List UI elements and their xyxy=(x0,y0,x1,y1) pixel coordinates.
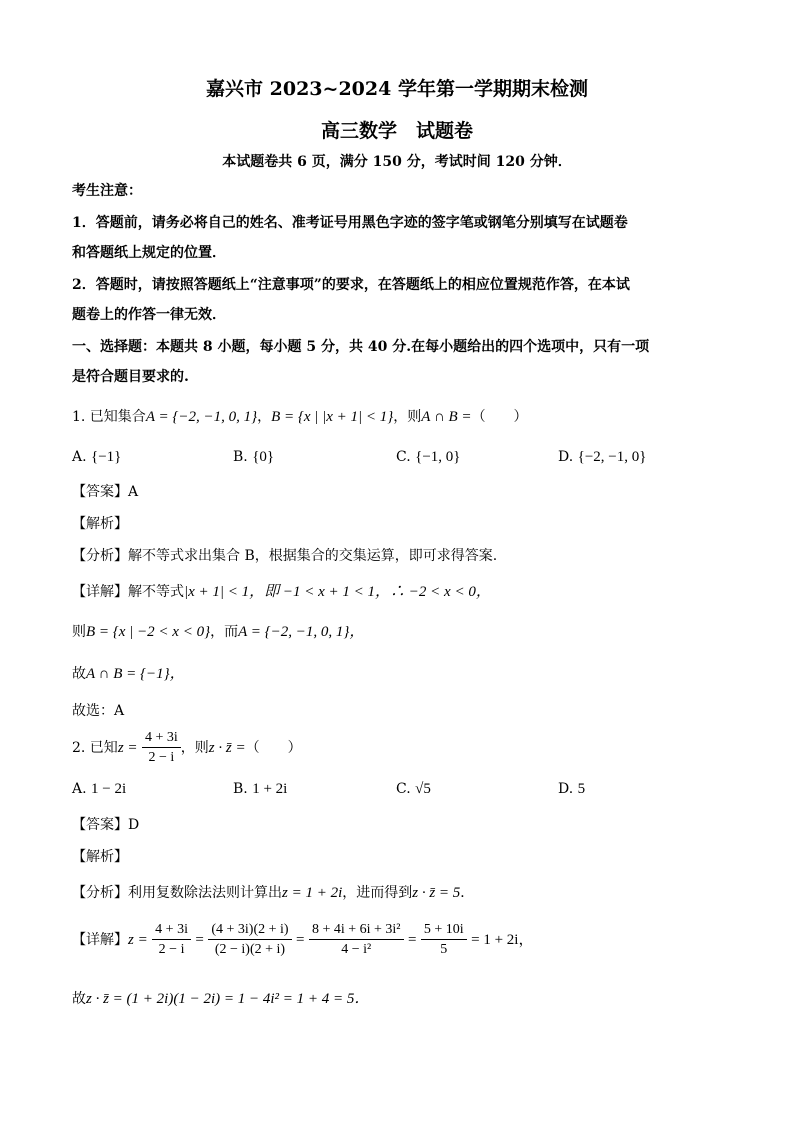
detail-math: B = {x | −2 < x < 0} xyxy=(86,624,211,640)
answer-value: A xyxy=(128,484,139,500)
fraction-numerator: 5 + 10i xyxy=(421,922,467,940)
option-d-label: D. xyxy=(558,449,574,465)
answer-value: D xyxy=(128,817,140,833)
question-1-paren: （ ） xyxy=(471,409,528,425)
detail-text: 则 xyxy=(72,624,86,640)
question-2-fenxi xyxy=(72,886,474,901)
question-1-answer xyxy=(72,485,138,499)
fenxi-text: 利用复数除法法则计算出 xyxy=(128,885,282,901)
exam-info: 本试题卷共 6 页，满分 150 分，考试时间 120 分钟． xyxy=(222,154,572,170)
fenxi-text: ． xyxy=(460,885,475,901)
answer-tag: 【答案】 xyxy=(72,484,128,500)
option-a-label: A. xyxy=(72,449,87,465)
detail-fraction-4 xyxy=(421,922,467,958)
option-d-value: 5 xyxy=(577,781,586,797)
fraction-denominator: 4 − i² xyxy=(341,942,372,958)
detail-math: |x + 1| < 1，即 −1 < x + 1 < 1，∴ −2 < x < 0， xyxy=(184,584,491,600)
final-text: 故 xyxy=(72,991,86,1007)
option-c-label: C. xyxy=(396,449,411,465)
question-1-stem xyxy=(72,410,528,425)
analysis-tag: 【解析】 xyxy=(72,849,128,865)
fraction-numerator: (4 + 3i)(2 + i) xyxy=(208,922,291,940)
question-1-detail-line-2 xyxy=(72,625,364,640)
question-1-ask-expr: A ∩ B = xyxy=(421,409,472,425)
exam-title: 嘉兴市 2023~2024 学年第一学期期末检测 xyxy=(206,78,588,100)
option-c-label: C. xyxy=(396,781,411,797)
section-heading-line-1: 一、选择题：本题共 8 小题，每小题 5 分，共 40 分.在每小题给出的四个选项中，只有一项 xyxy=(72,339,650,355)
option-a-value: {−1} xyxy=(91,449,122,465)
question-2-option-a xyxy=(72,782,126,797)
question-1-option-a xyxy=(72,450,121,465)
question-1-analysis-tag xyxy=(72,517,128,531)
fraction-denominator: 5 xyxy=(440,942,448,958)
fraction-denominator: (2 − i)(2 + i) xyxy=(214,942,286,958)
fraction-denominator: 2 − i xyxy=(158,942,185,958)
question-1-separator: ， xyxy=(257,409,272,425)
equals-sign: = xyxy=(407,931,417,948)
notice-item-2-line-2: 题卷上的作答一律无效． xyxy=(72,307,226,323)
question-1-prefix: 1. 已知集合 xyxy=(72,409,146,425)
option-a-label: A. xyxy=(72,781,87,797)
detail-math: A = {−2, −1, 0, 1}， xyxy=(238,624,365,640)
option-b-value: 1 + 2i xyxy=(252,781,288,797)
analysis-tag: 【解析】 xyxy=(72,516,128,532)
notice-heading: 考生注意： xyxy=(72,183,142,199)
fenxi-text: ，进而得到 xyxy=(342,885,413,901)
option-b-value: {0} xyxy=(252,449,275,465)
notice-item-1-line-2: 和答题纸上规定的位置． xyxy=(72,245,226,261)
detail-text: 解不等式 xyxy=(128,584,184,600)
option-c-value: √5 xyxy=(415,781,431,797)
detail-fraction-2 xyxy=(208,922,291,958)
option-b-label: B. xyxy=(233,449,248,465)
question-2-analysis-tag xyxy=(72,850,128,864)
question-1-option-b xyxy=(233,450,274,465)
fenxi-text: 解不等式求出集合 B，根据集合的交集运算，即可求得答案. xyxy=(128,548,498,564)
question-2-answer xyxy=(72,818,139,832)
question-2-ask: ，则 xyxy=(180,739,209,756)
detail-tag: 【详解】 xyxy=(72,931,128,948)
detail-z: z = xyxy=(128,931,148,948)
notice-item-2-line-1: 2．答题时，请按照答题纸上“注意事项”的要求，在答题纸上的相应位置规范作答，在本试 xyxy=(72,277,630,293)
option-d-value: {−2, −1, 0} xyxy=(577,449,647,465)
question-1-conclusion: 故选：A xyxy=(72,703,125,719)
question-1-option-d xyxy=(558,450,646,465)
fraction-numerator: 4 + 3i xyxy=(142,730,181,748)
notice-item-1-line-1: 1．答题前，请务必将自己的姓名、准考证号用黑色字迹的签字笔或钢笔分别填写在试题卷 xyxy=(72,215,628,231)
question-2-stem xyxy=(72,730,302,766)
option-c-value: {−1, 0} xyxy=(415,449,461,465)
question-2-final xyxy=(72,992,369,1007)
question-1-ask: ，则 xyxy=(393,409,422,425)
detail-result: = 1 + 2i， xyxy=(471,931,534,948)
question-2-option-b xyxy=(233,782,287,797)
fraction-numerator: 8 + 4i + 6i + 3i² xyxy=(309,922,404,940)
final-math: z · z̄ = (1 + 2i)(1 − 2i) = 1 − 4i² = 1 + 4 = 5． xyxy=(86,991,370,1007)
answer-tag: 【答案】 xyxy=(72,817,128,833)
question-2-z: z = xyxy=(117,739,138,756)
question-2-detail xyxy=(72,922,533,958)
option-b-label: B. xyxy=(233,781,248,797)
exam-subject-title: 高三数学 试题卷 xyxy=(320,120,473,142)
fenxi-tag: 【分析】 xyxy=(72,885,128,901)
question-1-option-c xyxy=(396,450,460,465)
fenxi-tag: 【分析】 xyxy=(72,548,128,564)
fraction-denominator: 2 − i xyxy=(148,750,175,766)
question-2-option-c xyxy=(396,782,431,797)
detail-math: A ∩ B = {−1}， xyxy=(86,666,185,682)
question-2-prefix: 2. 已知 xyxy=(72,739,118,756)
question-2-paren: （ ） xyxy=(245,739,302,756)
option-a-value: 1 − 2i xyxy=(91,781,127,797)
fraction-numerator: 4 + 3i xyxy=(152,922,191,940)
detail-text: 故 xyxy=(72,666,86,682)
detail-tag: 【详解】 xyxy=(72,584,128,600)
detail-fraction-3 xyxy=(309,922,404,958)
option-d-label: D. xyxy=(558,781,574,797)
question-2-option-d xyxy=(558,782,585,797)
question-1-set-a: A = {−2, −1, 0, 1} xyxy=(145,409,258,425)
fenxi-math: z = 1 + 2i xyxy=(282,885,343,901)
equals-sign: = xyxy=(195,931,204,948)
question-1-set-b: B = {x | |x + 1| < 1} xyxy=(271,409,394,425)
question-1-detail-line-1 xyxy=(72,585,491,600)
question-1-fenxi xyxy=(72,549,497,563)
equals-sign: = xyxy=(296,931,305,948)
question-2-fraction xyxy=(142,730,181,766)
question-1-detail-line-3 xyxy=(72,667,185,682)
section-heading-line-2: 是符合题目要求的. xyxy=(72,369,189,385)
detail-text: ，而 xyxy=(210,624,239,640)
fenxi-math: z · z̄ = 5 xyxy=(412,885,461,901)
detail-fraction-1 xyxy=(152,922,191,958)
question-2-ask-expr: z · z̄ = xyxy=(208,739,246,756)
